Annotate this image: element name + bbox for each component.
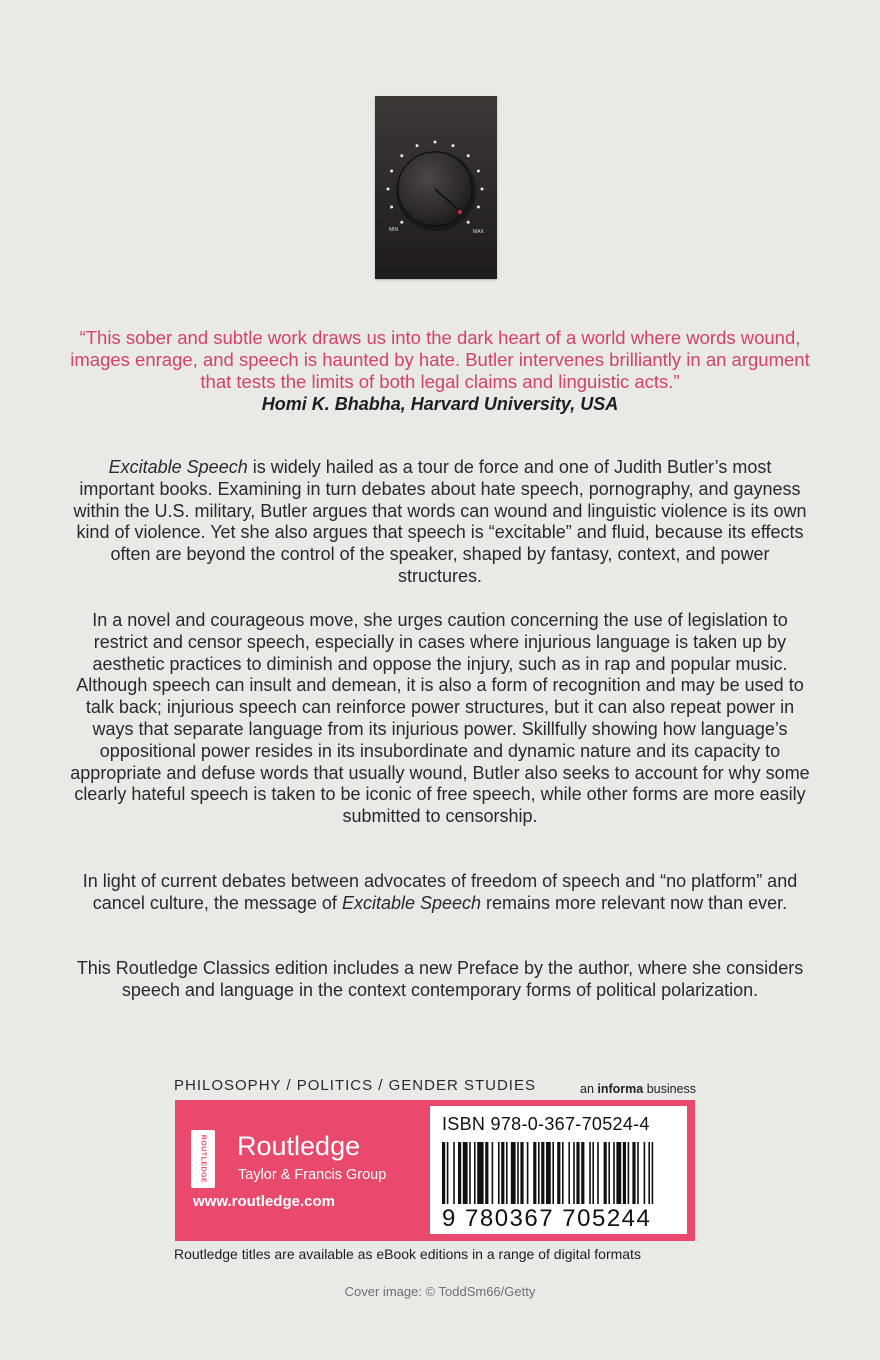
barcode-bar xyxy=(652,1142,654,1204)
cover-image-volume-dial xyxy=(375,96,497,279)
barcode-bar xyxy=(520,1142,523,1204)
barcode-bar xyxy=(644,1142,646,1204)
subject-categories: PHILOSOPHY / POLITICS / GENDER STUDIES xyxy=(174,1077,536,1094)
barcode-bar xyxy=(604,1142,607,1204)
barcode-bar xyxy=(541,1142,544,1204)
barcode-bar xyxy=(616,1142,621,1204)
description-paragraph-1 xyxy=(70,457,810,588)
barcode-icon xyxy=(442,1142,676,1204)
publisher-group: Taylor & Francis Group xyxy=(238,1167,387,1183)
dial-tick-dot xyxy=(390,170,393,173)
barcode-bar xyxy=(581,1142,584,1204)
barcode-bar xyxy=(492,1142,494,1204)
publisher-panel xyxy=(175,1100,695,1241)
dial-tick-dot xyxy=(387,188,390,191)
barcode-bar xyxy=(592,1142,594,1204)
dial-tick-dot xyxy=(477,206,480,209)
informa-suffix: business xyxy=(643,1082,697,1096)
barcode-bar xyxy=(511,1142,516,1204)
dial-tick-dot xyxy=(467,221,470,224)
barcode-bar xyxy=(458,1142,461,1204)
cover-image-credit: Cover image: © ToddSm66/Getty xyxy=(344,1284,536,1299)
barcode-bar xyxy=(538,1142,540,1204)
book-title-italic: Excitable Speech xyxy=(341,892,482,913)
paragraph-3-text-after: remains more relevant now than ever. xyxy=(481,892,788,913)
barcode-bar xyxy=(628,1142,630,1204)
barcode-bar xyxy=(463,1142,468,1204)
barcode-bar xyxy=(557,1142,560,1204)
barcode-bar xyxy=(573,1142,575,1204)
barcode-bar xyxy=(568,1142,570,1204)
barcode-bar xyxy=(632,1142,635,1204)
dial-min-label: MIN xyxy=(389,227,399,233)
barcode-bar xyxy=(608,1142,610,1204)
logo-mark-text: ROUTLEDGE xyxy=(199,1134,207,1184)
barcode-bar xyxy=(447,1142,449,1204)
barcode-bar xyxy=(623,1142,626,1204)
description-paragraph-4: This Routledge Classics edition includes a new Preface by the author, where she considers speech and language in the context contemporary forms of political polarization. xyxy=(76,958,804,1000)
isbn-label: ISBN 978-0-367-70524-4 xyxy=(442,1114,650,1134)
barcode-bar xyxy=(613,1142,615,1204)
barcode-bar xyxy=(562,1142,564,1204)
barcode-bar xyxy=(469,1142,471,1204)
barcode-bar xyxy=(533,1142,536,1204)
dial-max-label: MAX xyxy=(473,229,484,235)
barcode-bar xyxy=(552,1142,554,1204)
dial-tick-dot xyxy=(400,221,403,224)
dial-tick-dot xyxy=(400,154,403,157)
dial-tick-dot xyxy=(481,188,484,191)
barcode-bar xyxy=(597,1142,599,1204)
barcode-bar xyxy=(637,1142,639,1204)
barcode-bar xyxy=(501,1142,504,1204)
barcode-bar xyxy=(453,1142,455,1204)
paragraph-3-text-before: In light of current debates between advocates of freedom of speech and “no platform” and cancel culture, the message of xyxy=(82,871,798,913)
quote-attribution: Homi K. Bhabha, Harvard University, USA xyxy=(261,394,619,414)
dial-tick-dot xyxy=(477,170,480,173)
barcode-digits: 9 780367 705244 xyxy=(442,1205,652,1232)
publisher-name: Routledge xyxy=(237,1131,361,1161)
publisher-url[interactable]: www.routledge.com xyxy=(193,1193,335,1210)
description-paragraph-3 xyxy=(70,871,810,915)
barcode-bar xyxy=(517,1142,519,1204)
barcode-bar xyxy=(546,1142,551,1204)
dial-tick-dot xyxy=(434,141,437,144)
dial-tick-dot xyxy=(452,144,455,147)
barcode-bar xyxy=(648,1142,650,1204)
paragraph-1-text: is widely hailed as a tour de force and one of Judith Butler’s most important books. Examining in turn debates about hate speech, pornography, and gayness within the U.S. military, Butler argues that words can wound and linguistic violence is its own kind of violence. Yet she also argues that speech is “excitable” and fluid, because its effects often are beyond the control of the speaker, shaped by fantasy, context, and power structures. xyxy=(73,457,807,586)
informa-brand: informa xyxy=(597,1082,644,1096)
barcode-bar xyxy=(498,1142,500,1204)
barcode-bar xyxy=(485,1142,488,1204)
volume-dial-icon xyxy=(375,96,497,279)
barcode-bar xyxy=(442,1142,445,1204)
barcode-bar xyxy=(576,1142,579,1204)
barcode-bar xyxy=(477,1142,483,1204)
dial-tick-dot xyxy=(467,154,470,157)
dial-tick-dot xyxy=(390,206,393,209)
book-title-italic: Excitable Speech xyxy=(108,457,248,477)
barcode-bar xyxy=(527,1142,529,1204)
barcode-bar xyxy=(506,1142,508,1204)
routledge-logo-icon xyxy=(191,1130,215,1188)
isbn-barcode-panel xyxy=(430,1106,687,1234)
barcode-bar xyxy=(474,1142,476,1204)
informa-business-tag xyxy=(580,1082,696,1096)
dial-tick-dot xyxy=(416,144,419,147)
description-paragraph-2: In a novel and courageous move, she urges caution concerning the use of legislation to restrict and censor speech, especially in cases where injurious language is taken up by aesthetic practices to diminish and oppose the injury, such as in rap and popular music. Although speech can insult and demean, it is also a form of recognition and may be used to talk back; injurious speech can reinforce power structures, but it can also repeat power in ways that separate language from its injurious power. Skillfully showing how language’s oppositional power resides in its insubordinate and dynamic nature and its capacity to appropriate and defuse words that usually wound, Butler also seeks to account for why some clearly hateful speech is taken to be iconic of free speech, while other forms are more easily submitted to censorship. xyxy=(70,610,810,827)
barcode-bar xyxy=(589,1142,591,1204)
ebook-availability-note: Routledge titles are available as eBook editions in a range of digital formats xyxy=(174,1246,641,1262)
endorsement-quote: “This sober and subtle work draws us into the dark heart of a world where words wound, images enrage, and speech is haunted by hate. Butler intervenes brilliantly in an argument that tests the limits of both legal claims and linguistic acts.” xyxy=(70,327,810,392)
informa-prefix: an xyxy=(580,1082,598,1096)
